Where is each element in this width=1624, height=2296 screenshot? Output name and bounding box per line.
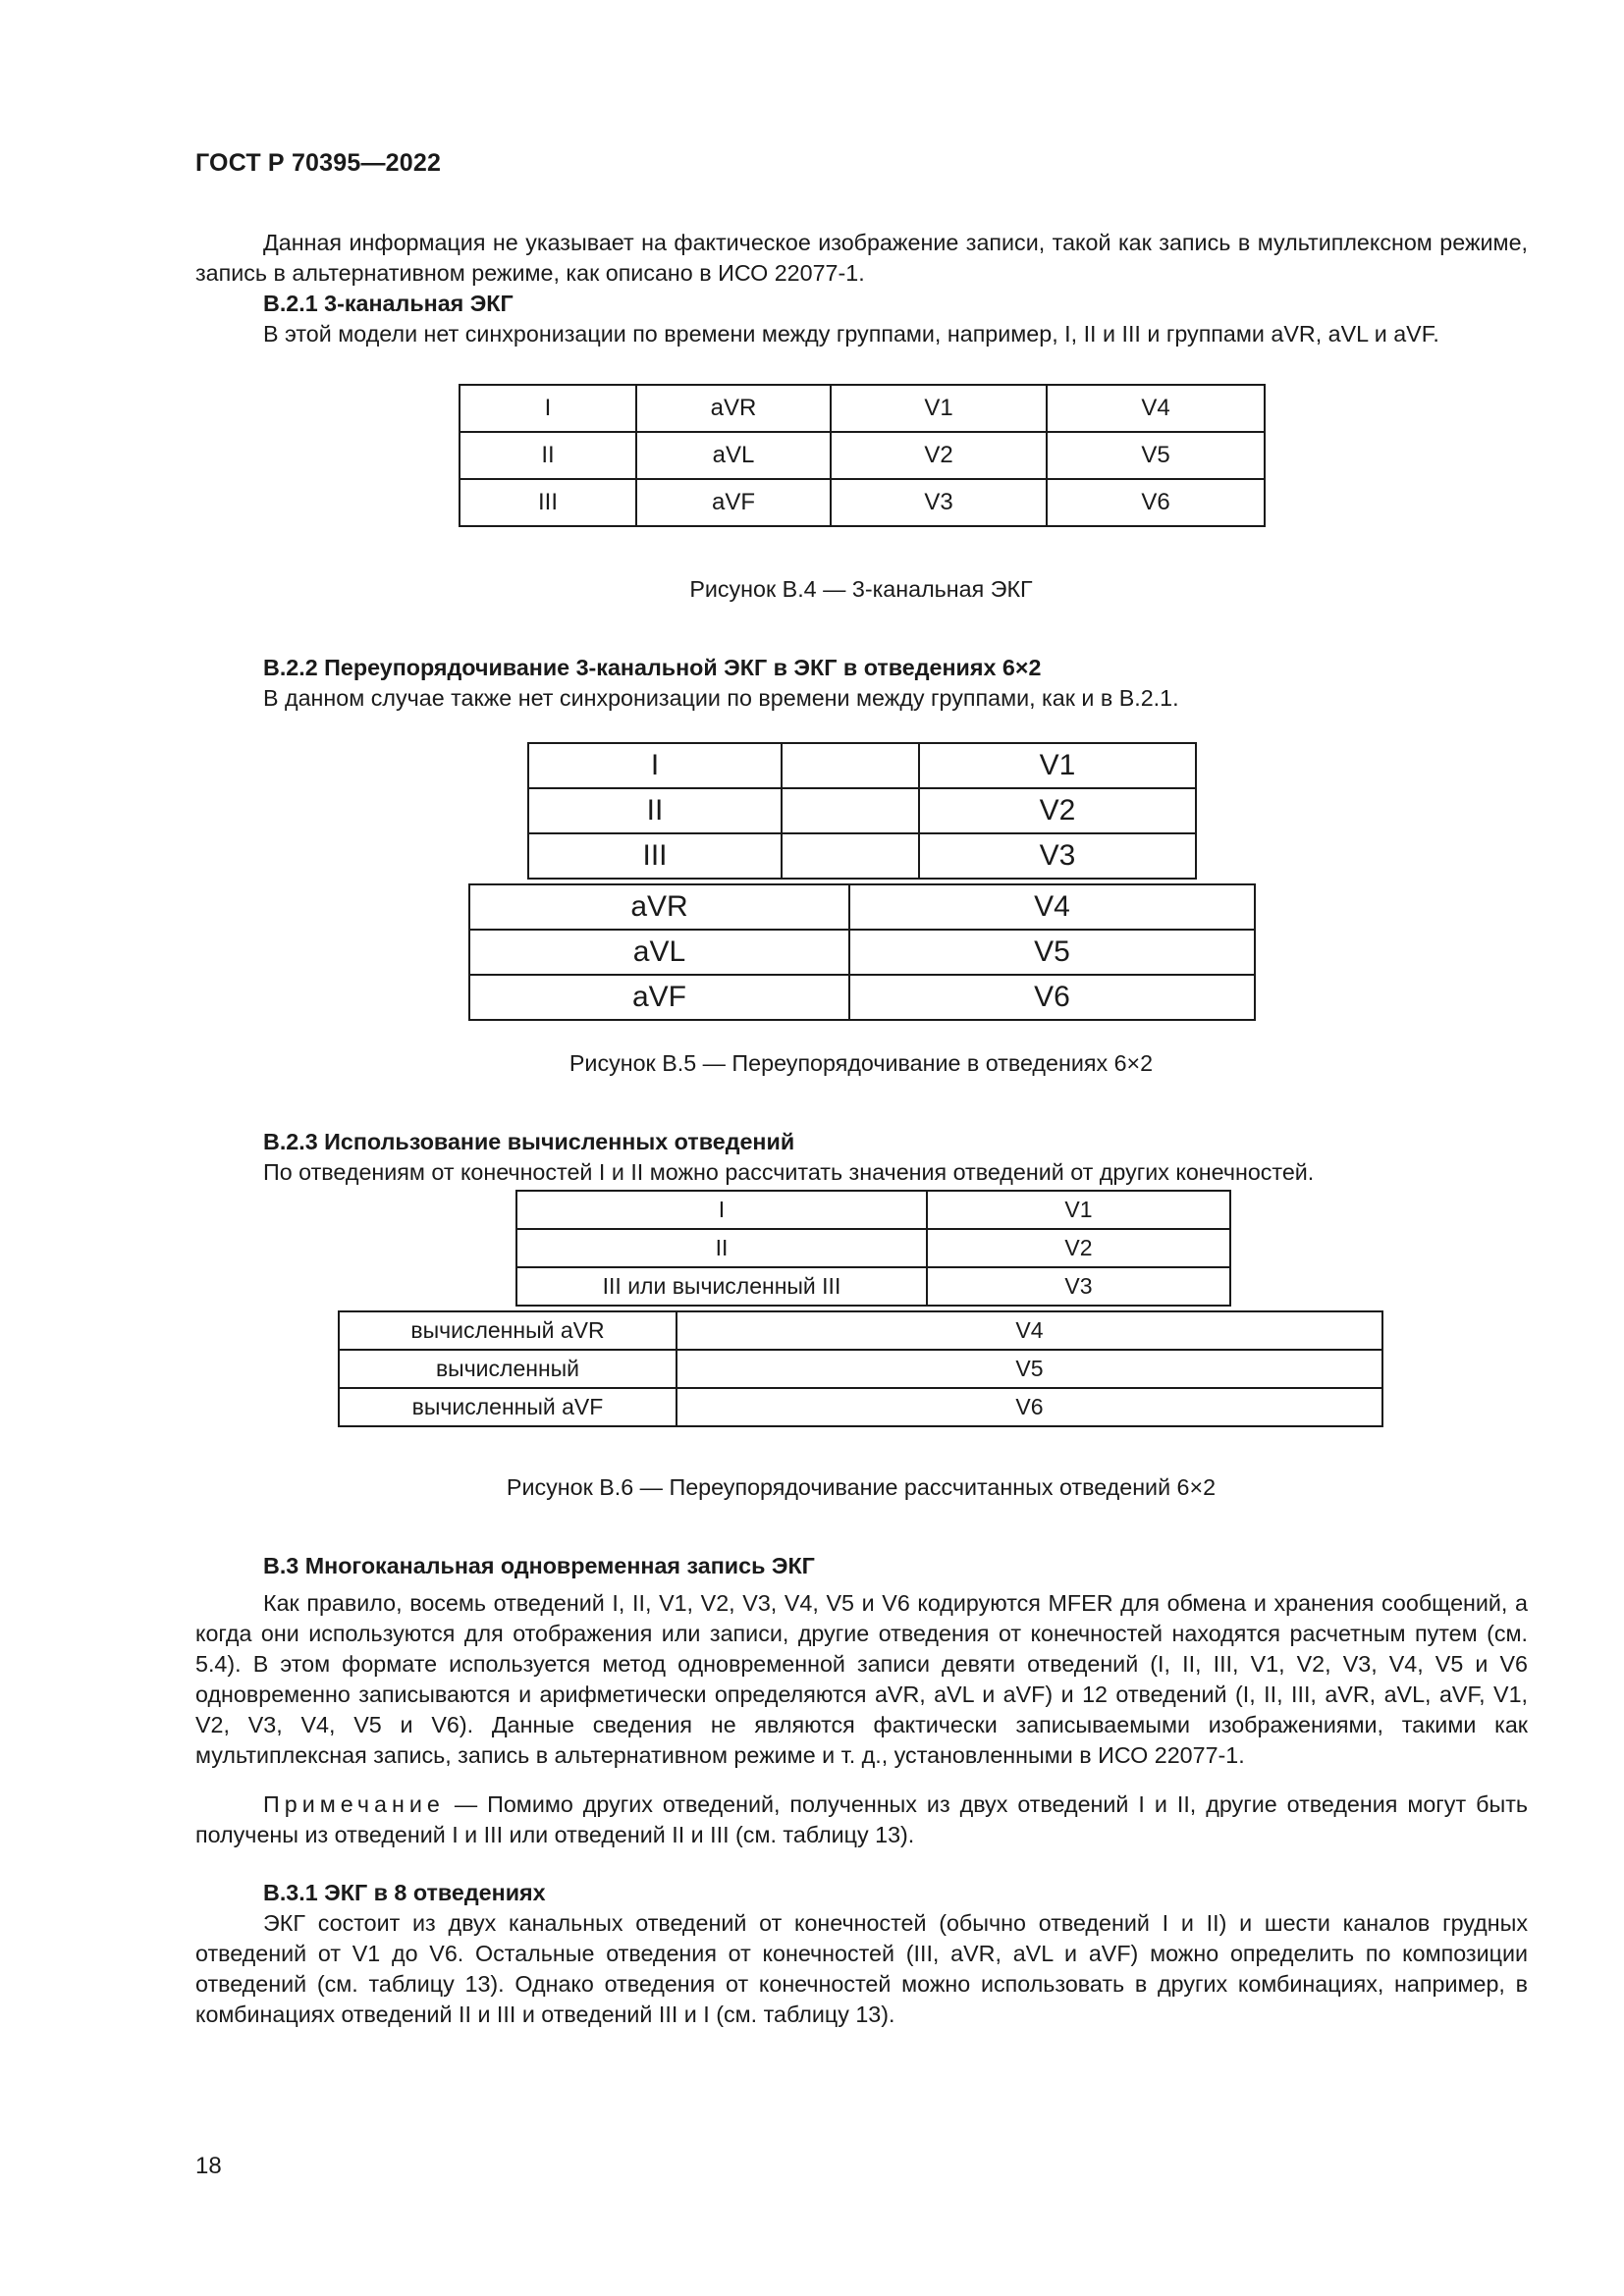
table-cell: II xyxy=(460,432,636,479)
figure-b5-top-table xyxy=(527,742,1197,880)
table-cell: V1 xyxy=(831,385,1047,432)
table-row xyxy=(339,1311,1382,1350)
table-cell: V3 xyxy=(919,833,1196,879)
intro-text: Данная информация не указывает на фактическое изображение записи, такой как запись в мультиплексном режиме, запись в альтернативном режиме, как описано в ИСО 22077-1. xyxy=(195,230,1528,286)
section-b3-text: Как правило, восемь отведений I, II, V1, V2, V3, V4, V5 и V6 кодируются MFER для обмена и хранения сообщений, а когда они используются для отображения или записи, другие отведения от конечностей находятся расчетным путем (см. 5.4). В этом формате используется метод одновременной записи девяти отведений (I, II, III, V1, V2, V3, V4, V5 и V6 одновременно записываются и арифметически определяются aVR, aVL и aVF) и 12 отведений (I, II, III, aVR, aVL, aVF, V1, V2, V3, V4, V5 и V6). Данные сведения не являются фактически записываемыми изображениями, такими как мультиплексная запись, запись в альтернативном режиме и т. д., установленными в ИСО 22077-1. xyxy=(195,1590,1528,1768)
table-row xyxy=(339,1388,1382,1426)
table-row xyxy=(516,1267,1230,1306)
section-b22-heading: В.2.2 Переупорядочивание 3-канальной ЭКГ в ЭКГ в отведениях 6×2 xyxy=(263,655,1042,680)
note-label: Примечание xyxy=(263,1791,445,1817)
table-cell: вычисленный aVR xyxy=(339,1311,677,1350)
table-cell: V4 xyxy=(849,884,1255,930)
table-cell: V6 xyxy=(1047,479,1265,526)
table-cell: V5 xyxy=(849,930,1255,975)
table-cell: V2 xyxy=(919,788,1196,833)
table-row xyxy=(460,385,1265,432)
table-cell: V2 xyxy=(831,432,1047,479)
figure-b4-table xyxy=(459,384,1266,527)
table-cell: II xyxy=(516,1229,927,1267)
table-row xyxy=(528,788,1196,833)
table-cell: aVR xyxy=(636,385,831,432)
table-cell: aVF xyxy=(469,975,849,1020)
table-row xyxy=(339,1350,1382,1388)
table-row xyxy=(469,975,1255,1020)
figure-b4-caption: Рисунок В.4 — 3-канальная ЭКГ xyxy=(689,576,1033,602)
table-row xyxy=(460,479,1265,526)
table-row xyxy=(469,884,1255,930)
table-cell: вычисленный xyxy=(339,1350,677,1388)
table-cell: V2 xyxy=(927,1229,1230,1267)
section-b21-heading: В.2.1 3-канальная ЭКГ xyxy=(263,291,514,316)
table-cell xyxy=(782,743,919,788)
document-id: ГОСТ Р 70395—2022 xyxy=(195,149,442,177)
table-row xyxy=(528,833,1196,879)
table-row xyxy=(516,1229,1230,1267)
table-cell: I xyxy=(516,1191,927,1229)
table-cell: II xyxy=(528,788,782,833)
table-cell: V3 xyxy=(831,479,1047,526)
table-cell xyxy=(782,833,919,879)
section-b31-text: ЭКГ состоит из двух канальных отведений от конечностей (обычно отведений I и II) и шести каналов грудных отведений от V1 до V6. Остальные отведения от конечностей (III, aVR, aVL и aVF) можно определить по композиции отведений (см. таблицу 13). Однако отведения от конечностей можно использовать в других комбинациях, например, в комбинациях отведений II и III и отведений III и I (см. таблицу 13). xyxy=(195,1910,1528,2027)
table-row xyxy=(469,930,1255,975)
table-cell: V3 xyxy=(927,1267,1230,1306)
table-cell: V4 xyxy=(677,1311,1382,1350)
section-b31-heading: В.3.1 ЭКГ в 8 отведениях xyxy=(263,1880,546,1905)
table-cell: aVF xyxy=(636,479,831,526)
table-row xyxy=(516,1191,1230,1229)
table-cell: aVR xyxy=(469,884,849,930)
figure-b5-bottom-table xyxy=(468,883,1256,1021)
figure-b5-caption: Рисунок В.5 — Переупорядочивание в отведениях 6×2 xyxy=(568,1050,1154,1076)
section-b31-paragraph xyxy=(195,1908,1528,2030)
figure-b6-caption: Рисунок В.6 — Переупорядочивание рассчитанных отведений 6×2 xyxy=(506,1474,1217,1500)
page-number: 18 xyxy=(195,2153,222,2179)
table-cell: I xyxy=(528,743,782,788)
table-cell: III или вычисленный III xyxy=(516,1267,927,1306)
table-cell: III xyxy=(528,833,782,879)
table-cell xyxy=(782,788,919,833)
table-cell: I xyxy=(460,385,636,432)
figure-b6-top-table xyxy=(515,1190,1231,1307)
table-cell: V5 xyxy=(1047,432,1265,479)
table-row xyxy=(460,432,1265,479)
table-cell: V1 xyxy=(919,743,1196,788)
section-b3-heading: В.3 Многоканальная одновременная запись ЭКГ xyxy=(263,1553,815,1578)
table-cell: aVL xyxy=(636,432,831,479)
section-b21-text: В этой модели нет синхронизации по времени между группами, например, I, II и III и группами aVR, aVL и aVF. xyxy=(263,321,1439,347)
note-paragraph xyxy=(195,1789,1528,1850)
section-b3-paragraph xyxy=(195,1588,1528,1771)
section-b23-text: По отведениям от конечностей I и II можно рассчитать значения отведений от других конечностей. xyxy=(263,1159,1315,1185)
table-cell: V4 xyxy=(1047,385,1265,432)
table-cell: V1 xyxy=(927,1191,1230,1229)
section-b23-heading: В.2.3 Использование вычисленных отведений xyxy=(263,1129,795,1154)
section-b22-text: В данном случае также нет синхронизации по времени между группами, как и в В.2.1. xyxy=(263,685,1179,711)
table-cell: V5 xyxy=(677,1350,1382,1388)
note-text: — Помимо других отведений, полученных из двух отведений I и II, другие отведения могут быть получены из отведений I и III или отведений II и III (см. таблицу 13). xyxy=(195,1791,1528,1847)
table-row xyxy=(528,743,1196,788)
table-cell: V6 xyxy=(677,1388,1382,1426)
table-cell: вычисленный aVF xyxy=(339,1388,677,1426)
table-cell: aVL xyxy=(469,930,849,975)
table-cell: V6 xyxy=(849,975,1255,1020)
figure-b6-bottom-table xyxy=(338,1310,1383,1427)
intro-paragraph xyxy=(195,228,1528,289)
table-cell: III xyxy=(460,479,636,526)
